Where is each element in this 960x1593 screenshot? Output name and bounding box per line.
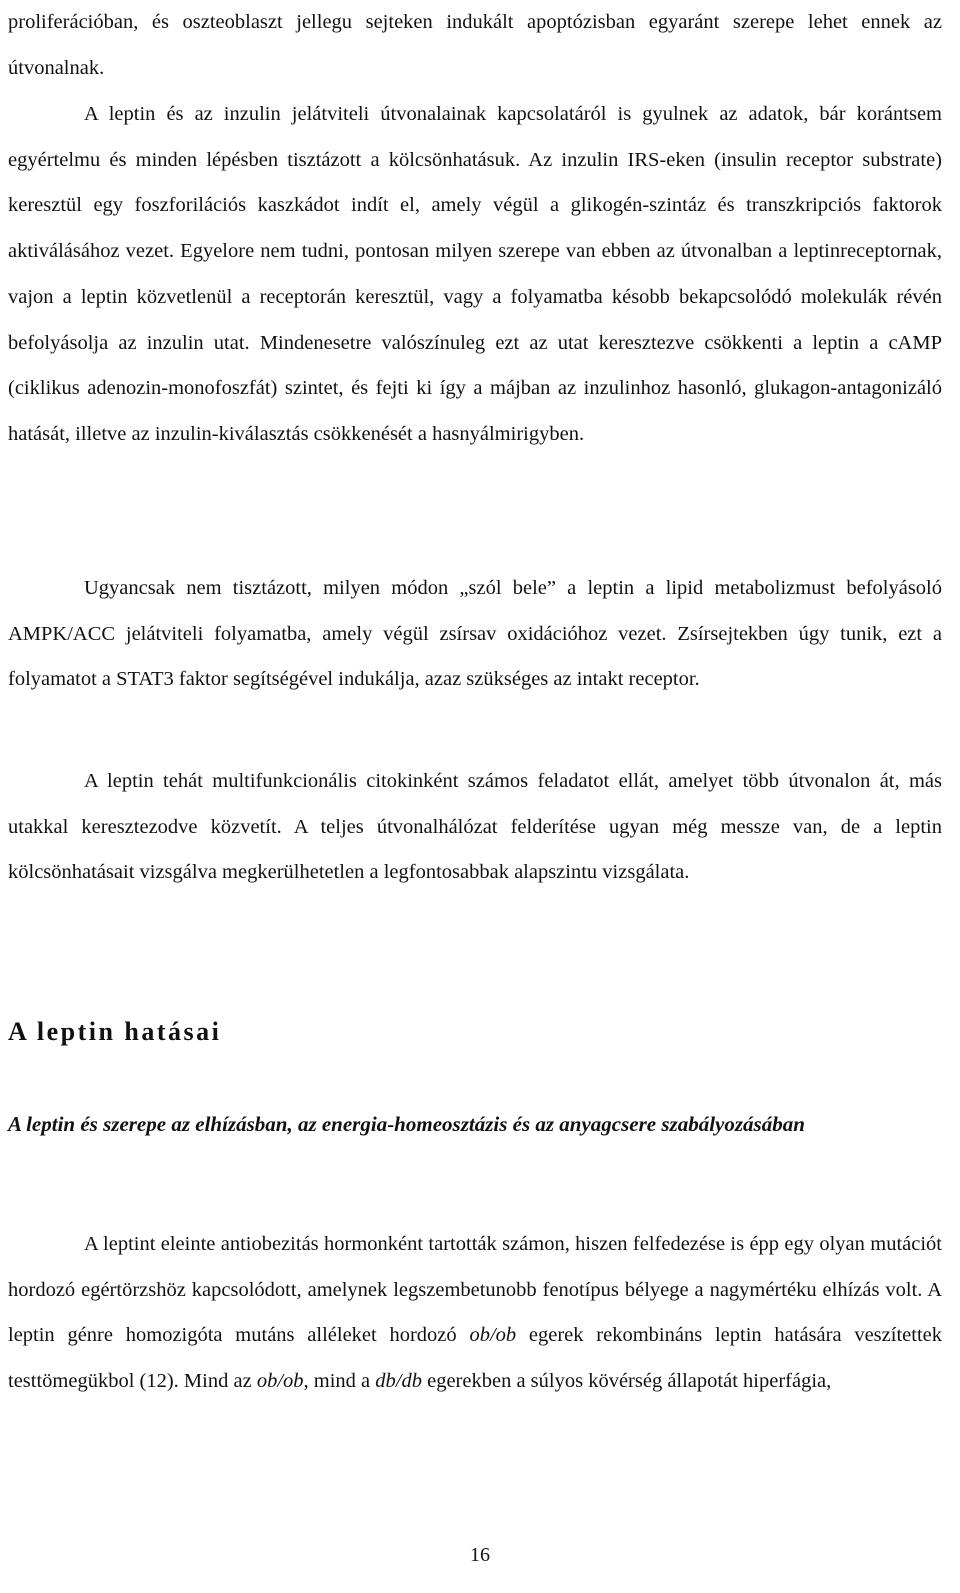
italic-genotype-ob-ob: ob/ob [469, 1324, 517, 1347]
paragraph-text-segment: A leptint eleinte antiobezitás hormonként tartották számon, hiszen felfedezése is épp egy olyan mutációt hordozó egértörzshöz kapcsolódott, amelynek legszembetunobb fenotípus bélyege a nagymértéku elhízás volt. A leptin génre homozigóta mutáns alléleket hordozó [8, 1233, 942, 1347]
paragraph-antiobesity [8, 1222, 942, 1405]
page-number: 16 [470, 1544, 490, 1566]
paragraph-intro-continuation: proliferációban, és oszteoblaszt jellegu sejteken indukált apoptózisban egyaránt szerepe lehet ennek az útvonalnak. [8, 11, 942, 79]
subsection-title: A leptin és szerepe az elhízásban, az energia-homeosztázis és az anyagcsere szabályozásában [8, 1112, 805, 1136]
section-title: A leptin hatásai [8, 1017, 222, 1046]
italic-genotype-ob-ob: ob/ob [256, 1370, 304, 1393]
paragraph-text-segment: egerekben a súlyos kövérség állapotát hiperfágia, [421, 1370, 832, 1393]
paragraph-ampk-acc: Ugyancsak nem tisztázott, milyen módon „szól bele” a leptin a lipid metabolizmust befolyásoló AMPK/ACC jelátviteli folyamatba, amely végül zsírsav oxidációhoz vezet. Zsírsejtekben úgy tunik, ezt a folyamatot a STAT3 faktor segítségével indukálja, azaz szükséges az intakt receptor. [8, 577, 942, 691]
paragraph-text-segment: egerek rekombináns leptin hatására veszítettek testtömegükbol (12). Mind az [8, 1324, 942, 1393]
paragraph-text-segment: , mind a [303, 1370, 376, 1393]
italic-genotype-db-db: db/db [375, 1370, 422, 1393]
paragraph-leptin-insulin: A leptin és az inzulin jelátviteli útvonalainak kapcsolatáról is gyulnek az adatok, bár korántsem egyértelmu és minden lépésben tisztázott a kölcsönhatásuk. Az inzulin IRS-eken (insulin receptor substrate) keresztül egy foszforilációs kaszkádot indít el, amely végül a glikogén-szintáz és transzkripciós faktorok aktiválásához vezet. Egyelore nem tudni, pontosan milyen szerepe van ebben az útvonalban a leptinreceptornak, vajon a leptin közvetlenül a receptorán keresztül, vagy a folyamatba késobb bekapcsolódó molekulák révén befolyásolja az inzulin utat. Mindenesetre valószínuleg ezt az utat keresztezve csökkenti a leptin a cAMP (ciklikus adenozin-monofoszfát) szintet, és fejti ki így a májban az inzulinhoz hasonló, glukagon-antagonizáló hatását, illetve az inzulin-kiválasztás csökkenését a hasnyálmirigyben. [8, 103, 942, 445]
paragraph-multifunctional: A leptin tehát multifunkcionális citokinként számos feladatot ellát, amelyet több útvonalon át, más utakkal keresztezodve közvetít. A teljes útvonalhálózat felderítése ugyan még messze van, de a leptin kölcsönhatásait vizsgálva megkerülhetetlen a legfontosabbak alapszintu vizsgálata. [8, 770, 942, 884]
